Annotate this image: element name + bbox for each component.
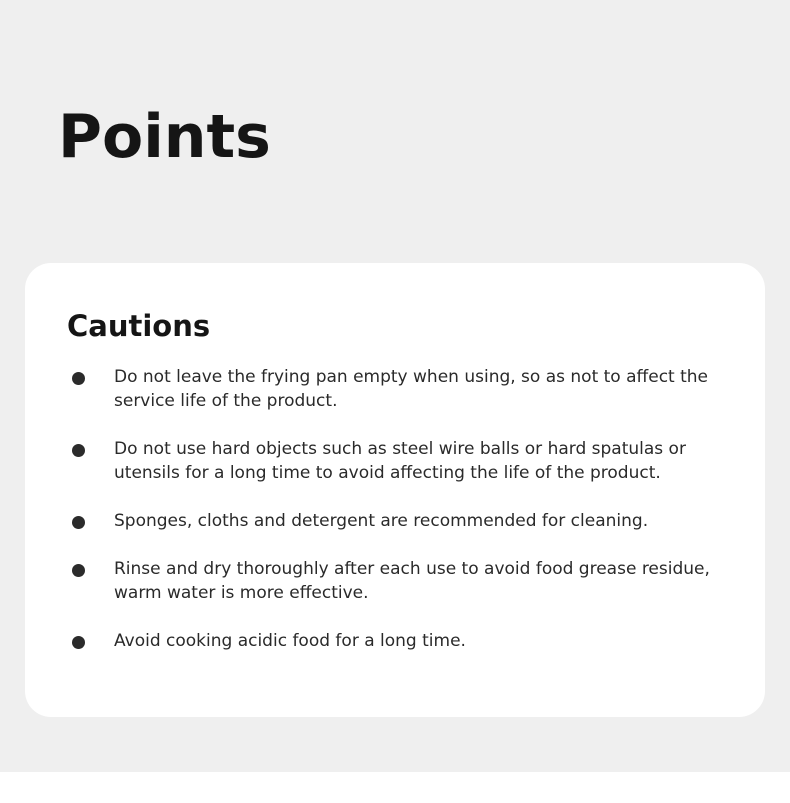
cautions-title: Cautions: [67, 309, 211, 343]
bullet-icon: [72, 372, 85, 385]
bullet-icon: [72, 444, 85, 457]
caution-text: Do not use hard objects such as steel wire balls or hard spatulas or utensils for a long time to avoid affecting the life of the product.: [114, 439, 686, 483]
caution-text: Do not leave the frying pan empty when using, so as not to affect the service life of the product.: [114, 367, 709, 411]
cautions-card: [25, 263, 765, 717]
page-title: Points: [58, 102, 271, 172]
bullet-icon: [72, 516, 85, 529]
bottom-strip: [0, 772, 790, 803]
bullet-icon: [72, 564, 85, 577]
caution-text: Sponges, cloths and detergent are recommended for cleaning.: [114, 511, 649, 531]
caution-text: Avoid cooking acidic food for a long time.: [114, 631, 466, 651]
bullet-icon: [72, 636, 85, 649]
caution-text: Rinse and dry thoroughly after each use to avoid food grease residue, warm water is more effective.: [114, 559, 710, 603]
